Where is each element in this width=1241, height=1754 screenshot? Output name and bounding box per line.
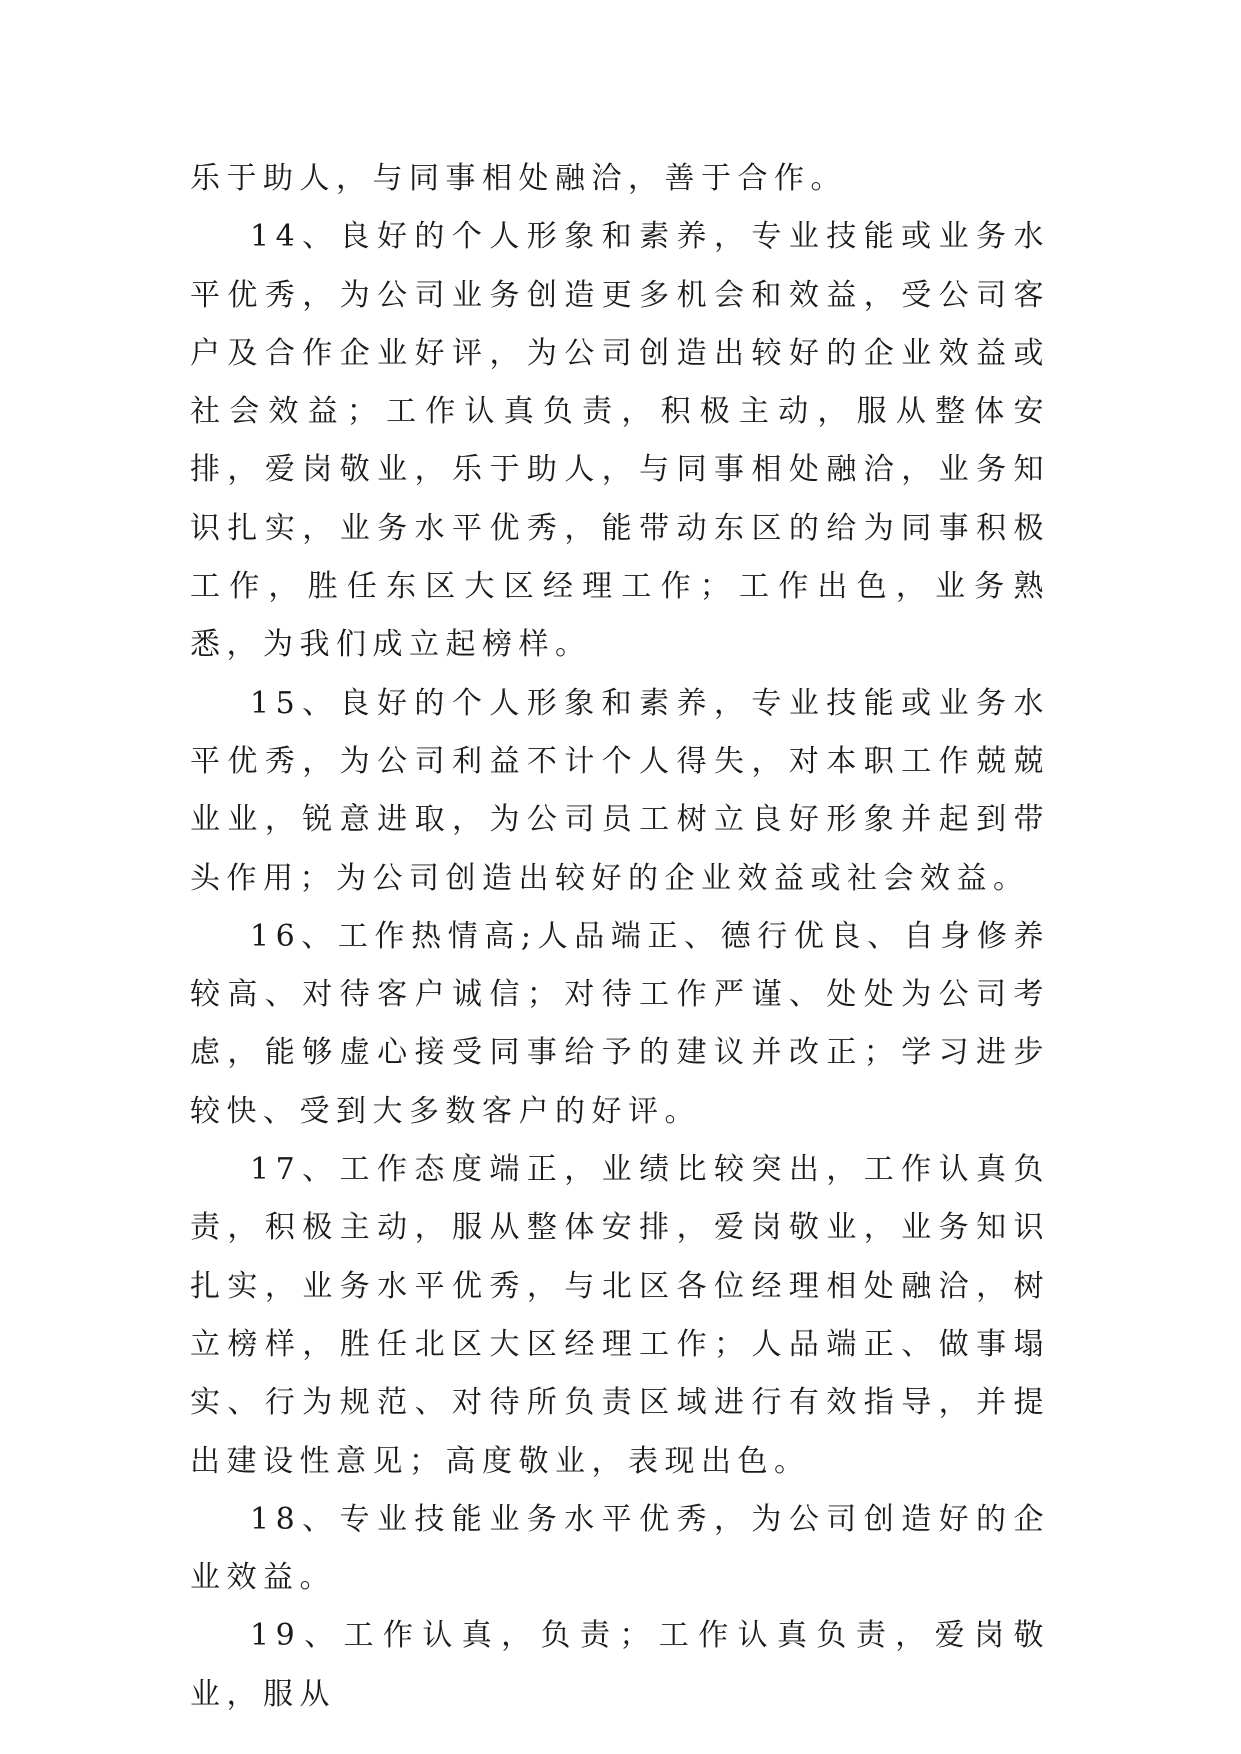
paragraph-item-18: 18、专业技能业务水平优秀，为公司创造好的企业效益。 <box>190 1501 1050 1596</box>
paragraph-item-14: 14、良好的个人形象和素养，专业技能或业务水平优秀，为公司业务创造更多机会和效益，受公司客户及合作企业好评，为公司创造出较好的企业效益或社会效益；工作认真负责，积极主动，服从整体安排，爱岗敬业，乐于助人，与同事相处融洽，业务知识扎实，业务水平优秀，能带动东区的给为同事积极工作，胜任东区大区经理工作；工作出色，业务熟悉，为我们成立起榜样。 <box>190 219 1050 663</box>
paragraph-item-19: 19、工作认真，负责；工作认真负责，爱岗敬业，服从 <box>190 1618 1050 1712</box>
paragraph-item-17: 17、工作态度端正，业绩比较突出，工作认真负责，积极主动，服从整体安排，爱岗敬业，业务知识扎实，业务水平优秀，与北区各位经理相处融洽，树立榜样，胜任北区大区经理工作；人品端正、做事塌实、行为规范、对待所负责区域进行有效指导，并提出建设性意见；高度敬业，表现出色。 <box>190 1152 1050 1479</box>
paragraph-continuation: 乐于助人，与同事相处融洽，善于合作。 <box>190 161 847 196</box>
paragraph-item-15: 15、良好的个人形象和素养，专业技能或业务水平优秀，为公司利益不计个人得失，对本职工作兢兢业业，锐意进取，为公司员工树立良好形象并起到带头作用；为公司创造出较好的企业效益或社会效益。 <box>190 685 1050 896</box>
document-body <box>190 150 1050 1724</box>
paragraph-item-16: 16、工作热情高;人品端正、德行优良、自身修养较高、对待客户诚信；对待工作严谨、处处为公司考虑，能够虚心接受同事给予的建议并改正；学习进步较快、受到大多数客户的好评。 <box>190 918 1050 1129</box>
